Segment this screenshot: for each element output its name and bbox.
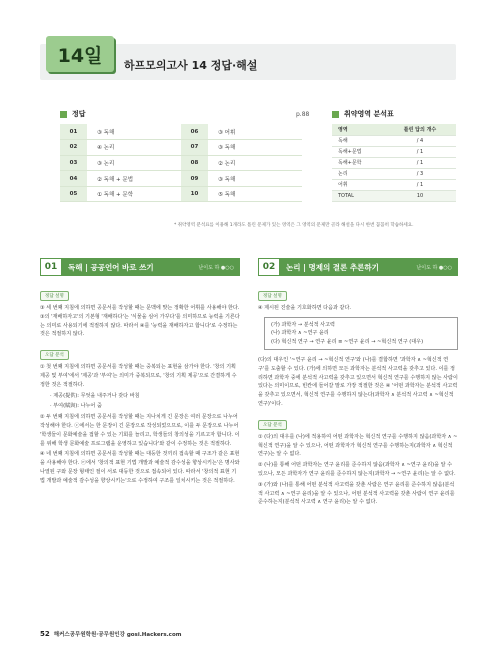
answer-value: ④ 논리 (87, 140, 181, 156)
wrong-analysis-tag: 오답 분석 (258, 420, 287, 430)
area-name: 논리 (332, 168, 384, 179)
formula-line: (가) 과학자 → 분석적 사고력 (271, 321, 335, 328)
answer-value: ③ 어휘 (208, 124, 302, 140)
table-row (332, 135, 456, 146)
difficulty-label: 난이도 하 ●○○ (416, 264, 452, 271)
square-bullet-icon (332, 111, 339, 118)
answer-explanation-tag: 정답 설명 (258, 291, 287, 301)
answer-table (60, 124, 302, 202)
table-total-row (332, 190, 456, 201)
weak-area-heading (332, 106, 394, 122)
question-number: 05 (60, 186, 87, 202)
logic-formula-box (264, 317, 458, 350)
weak-area-table (332, 124, 456, 202)
area-name: 어휘 (332, 179, 384, 190)
section-header-02 (258, 258, 458, 276)
section-title: 독해 | 공공언어 바로 쓰기 (68, 262, 154, 272)
day-badge (46, 36, 114, 72)
wrong-analysis-item: ① 첫 번째 지침에 의하면 공문서를 작성할 때는 중복되는 표현을 삼가야 한다. '창의 기획 제공 및 부여'에서 '제공'과 '부여'는 의미가 중복되므로, '창의 기획 제공'으로 간결하게 수정한 것은 적절하다. (40, 364, 237, 388)
question-number: 08 (181, 155, 208, 171)
section-title: 논리 | 명제의 결론 추론하기 (286, 262, 379, 272)
question-number: 09 (181, 171, 208, 187)
section-02-body (258, 282, 458, 509)
wrong-analysis-item: ④ 네 번째 지침에 의하면 공문서를 작성할 때는 대등한 것끼리 접속할 때 구조가 같은 표현을 사용해야 한다. ⓔ에서 '창의적 표현 기법 개발과 예술적 감수성을 향상시키는'은 명사와 나열된 구와 문장 형태인 절이 서로 대등한 것으로 접속되어 있다. 따라서 '창의적 표현 기법 개발과 예술적 감수성을 향상시키는'으로 수정하여 구조를 일치시키는 것은 적절하다. (40, 451, 240, 484)
wrong-count: / 4 (384, 135, 456, 146)
definition-item: · 제공(提供): 무엇을 내주거나 갖다 바침 (50, 392, 140, 399)
answers-heading-label: 정답 (72, 110, 86, 118)
page-number: 52 (40, 630, 50, 638)
answer-explanation-tag: 정답 설명 (40, 291, 69, 301)
section-01-body (40, 282, 240, 488)
day-label: 14일 (57, 44, 103, 67)
wrong-count: / 1 (384, 179, 456, 190)
section-number: 01 (40, 258, 62, 276)
wrong-count: / 3 (384, 168, 456, 179)
wrong-count: / 1 (384, 157, 456, 168)
question-number: 04 (60, 171, 87, 187)
area-name: 독해+문법 (332, 146, 384, 157)
wrong-analysis-item: ③ (가)와 (나)를 통해 어떤 분석적 사고력을 갖춘 사람은 연구 윤리를 준수하지 않음(분석적 사고력 ∧ ~연구 윤리)을 알 수 있으나, 어떤 분석적 사고력을 갖춘 사람이 연구 윤리를 준수하는지(분석적 사고력 ∧ 연구 윤리)는 알 수 없다. (258, 481, 455, 506)
explanation-text: (다)의 대우인 '~연구 윤리 → ~혁신적 연구'와 (나)를 결합하면 '과학자 ∧ ~혁신적 연구'를 도출할 수 있다. (가)에 의하면 모든 과학자는 분석적 사고력을 갖추고 있다. 이를 정리하면 과학자 중에 분석적 사고력을 갖추고 있으면서 혁신적 연구를 수행하지 않는 사람이 있다는 의미이므로, 빈칸에 들어갈 말로 가장 적절한 것은 ④ '어떤 과학자는 분석적 사고력을 갖추고 있으면서, 혁신적 연구를 수행하지 않는다(과학자 ∧ 분석적 사고력 ∧ ~혁신적 연구)'이다. (258, 357, 458, 407)
column-header-area: 영역 (332, 124, 384, 135)
question-number: 01 (60, 124, 87, 140)
page-title: 하프모의고사 14 정답·해설 (124, 59, 258, 72)
section-header-01 (40, 258, 240, 276)
answer-value: ② 독해 + 문법 (87, 171, 181, 187)
area-name: 독해 (332, 135, 384, 146)
formula-line: (다) 혁신적 연구 → 연구 윤리 ≡ ~연구 윤리 → ~혁신적 연구 (대우) (271, 338, 424, 345)
table-row (332, 179, 456, 190)
table-row (60, 186, 302, 202)
table-row (60, 155, 302, 171)
table-row (332, 168, 456, 179)
total-value: 10 (384, 190, 456, 201)
table-row (60, 171, 302, 187)
wrong-analysis-item: ② (나)를 통해 어떤 과학자는 연구 윤리를 준수하지 않음(과학자 ∧ ~연구 윤리)을 알 수 있으나, 모든 과학자가 연구 윤리를 준수하지 않는지(과학자 → ~연구 윤리)는 알 수 없다. (258, 462, 456, 477)
wrong-analysis-tag: 오답 분석 (40, 350, 69, 360)
answer-value: ⑤ 독해 (208, 186, 302, 202)
answer-value: ① 독해 + 문학 (87, 186, 181, 202)
answer-value: ③ 독해 (208, 140, 302, 156)
question-number: 07 (181, 140, 208, 156)
total-label: TOTAL (332, 190, 384, 201)
answers-heading (60, 106, 86, 122)
answer-value: ③ 독해 (208, 171, 302, 187)
footnote: * 취약영역 분석표를 이용해 1개라도 틀린 문제가 있는 영역은 그 영역의 문제만 골라 해설을 다시 한번 꼼꼼히 학습하세요. (174, 223, 414, 228)
answer-value: ③ 독해 (87, 124, 181, 140)
question-number: 06 (181, 124, 208, 140)
footer-text: 해커스공무원학원·공무원인강 gosi.Hackers.com (53, 632, 182, 638)
question-number: 10 (181, 186, 208, 202)
column-header-count: 틀린 답의 개수 (384, 124, 456, 135)
wrong-analysis-item: ② 두 번째 지침에 의하면 공문서를 작성할 때는 지나치게 긴 문장은 여러 문장으로 나누어 작성해야 한다. ⓒ에서는 한 문장이 긴 문장으로 작성되었으므로, 이를 두 문장으로 나누어 '학생들이 문화예술을 접할 수 있는 기회를 늘리고, 학생들의 창의성을 기르고자 합니다. 이를 위해 학생 문화예술 프로그램을 운영하고 있습니다'와 같이 수정하는 것은 적절하다. (40, 414, 240, 447)
answer-explanation: ③ 세 번째 지침에 의하면 공문서를 작성할 때는 문맥에 맞는 정확한 어휘를 사용해야 한다. ③의 '재배하자고'의 기본형 '재배하다'는 '식물을 심어 가꾸다'를 의미하므로 능력을 기른다는 의미로 사용되기에 적절하지 않다. 따라서 ④를 '능력을 재배하자고 합니다'로 수정하는 것은 적절하지 않다. (40, 305, 240, 338)
answer-value: ② 논리 (208, 155, 302, 171)
top-margin (0, 0, 500, 14)
table-header-row (332, 124, 456, 135)
question-number: 03 (60, 155, 87, 171)
table-row (332, 157, 456, 168)
question-number: 02 (60, 140, 87, 156)
table-row (60, 140, 302, 156)
table-row (332, 146, 456, 157)
page-reference: p.88 (296, 111, 310, 118)
section-number: 02 (258, 258, 280, 276)
area-name: 독해+문학 (332, 157, 384, 168)
square-bullet-icon (60, 111, 67, 118)
answer-explanation: ④ 제시된 진술을 기호화하면 다음과 같다. (258, 305, 352, 311)
answer-value: ③ 논리 (87, 155, 181, 171)
weak-area-heading-label: 취약영역 분석표 (344, 110, 394, 118)
wrong-analysis-item: ① (다)의 대우를 (나)에 적용하여 어떤 과학자는 혁신적 연구를 수행하지 않음(과학자 ∧ ~혁신적 연구)을 알 수 있으나, 어떤 과학자가 혁신적 연구를 수행하는지(과학자 ∧ 혁신적 연구)는 알 수 없다. (258, 433, 458, 458)
formula-line: (나) 과학자 ∧ ~연구 윤리 (271, 330, 329, 337)
definition-item: · 부여(賦與): 나누어 줌 (50, 403, 102, 410)
page-footer (40, 630, 181, 638)
table-row (60, 124, 302, 140)
wrong-count: / 1 (384, 146, 456, 157)
difficulty-label: 난이도 하 ●○○ (198, 264, 234, 271)
